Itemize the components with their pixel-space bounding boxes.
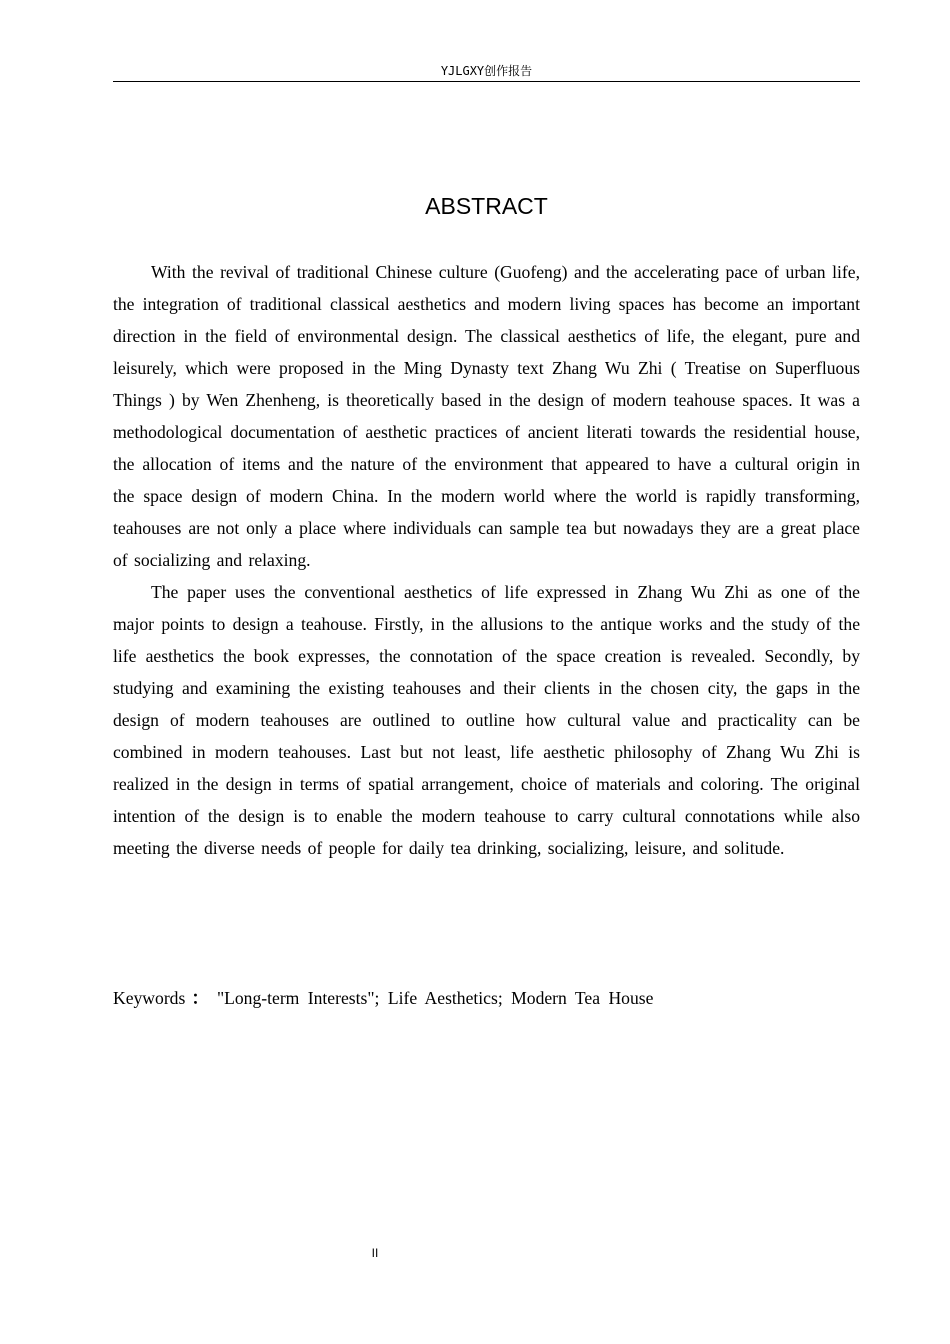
abstract-paragraph-2: The paper uses the conventional aesthetics of life expressed in Zhang Wu Zhi as one of the major points to design a teahouse. Firstly, in the allusions to the antique works and the study of the life aesthetics the book expresses, the connotation of the space creation is revealed. Secondly, by studying and examining the existing teahouses and their clients in the chosen city, the gaps in the design of modern teahouses are outlined to outline how cultural value and practicality can be combined in modern teahouses. Last but not least, life aesthetic philosophy of Zhang Wu Zhi is realized in the design in terms of spatial arrangement, choice of materials and coloring. The original intention of the design is to enable the modern teahouse to carry cultural connotations while also meeting the diverse needs of people for daily tea drinking, socializing, leisure, and solitude. [113, 582, 860, 858]
page-number: II [371, 1246, 379, 1260]
abstract-paragraph-1: With the revival of traditional Chinese culture (Guofeng) and the accelerating pace of urban life, the integration of traditional classical aesthetics and modern living spaces has become an important direction in the field of environmental design. The classical aesthetics of life, the elegant, pure and leisurely, which were proposed in the Ming Dynasty text Zhang Wu Zhi ( Treatise on Superfluous Things ) by Wen Zhenheng, is theoretically based in the design of modern teahouse spaces. It was a methodological documentation of aesthetic practices of ancient literati towards the residential house, the allocation of items and the nature of the environment that appeared to have a cultural origin in the space design of modern China. In the modern world where the world is rapidly transforming, teahouses are not only a place where individuals can sample tea but nowadays they are a great place of socializing and relaxing. [113, 262, 860, 570]
keywords-text: "Long-term Interests"; Life Aesthetics; Modern Tea House [216, 988, 654, 1008]
abstract-body [113, 256, 860, 864]
running-header-title: YJLGXY创作报告 [440, 64, 533, 78]
running-header [113, 62, 860, 82]
keywords-line [113, 982, 860, 1014]
abstract-title: ABSTRACT [425, 193, 548, 219]
keywords-label: Keywords [113, 988, 186, 1008]
keywords-separator: ： [191, 988, 209, 1008]
